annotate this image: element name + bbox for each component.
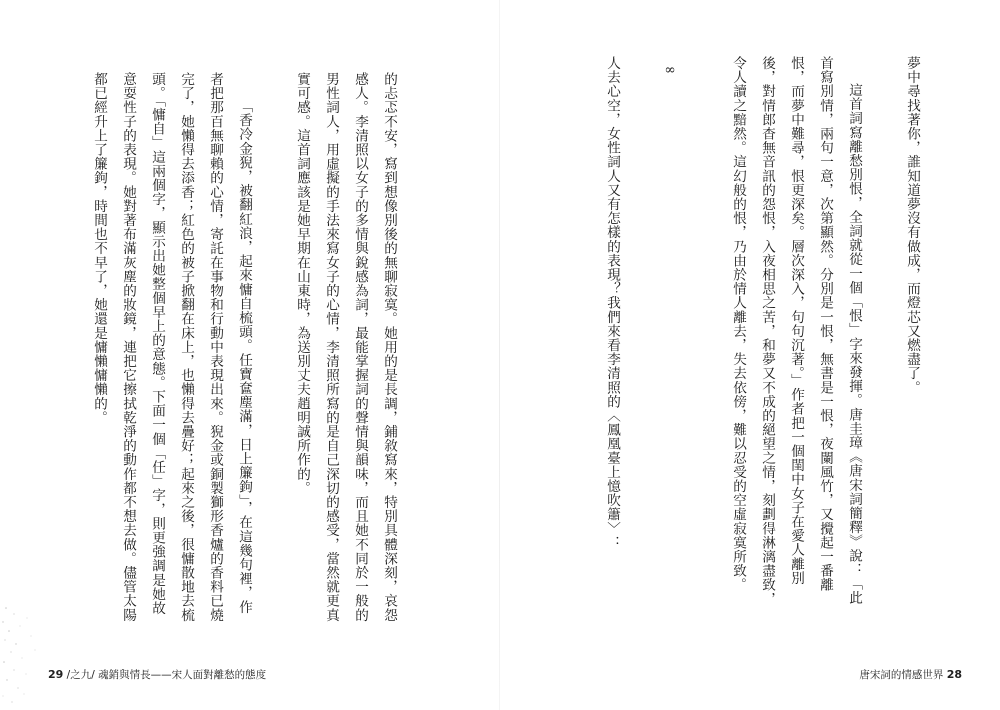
page-number: 28 bbox=[946, 668, 962, 681]
poem-intro: 人去心空，女性詞人又有怎樣的表現？我們來看李清照的〈鳳凰臺上憶吹簫〉： bbox=[604, 56, 620, 550]
body-paragraph: 的忐忑不安，寫到想像別後的無聊寂寞。她用的是長調，鋪敘寫來，特別具體深刻，哀怨感人。李清照以女子的多情與銳感為詞，最能掌握詞的聲情與韻味，而且她不同於一般的男性詞人，用虛擬的手法來寫女子的心情，李清照所寫的是自己深切的感受，當然就更真實可感。這首詞應該是她早期在山東時，為送別丈夫趙明誠所作的。 bbox=[294, 72, 397, 622]
right-page-body bbox=[560, 56, 955, 611]
running-head: 唐宋詞的情感世界 bbox=[859, 669, 944, 681]
right-page bbox=[500, 0, 1000, 710]
body-paragraph: 「香冷金猊，被翻紅浪，起來慵自梳頭。任寶奩塵滿，日上簾鉤」，在這幾句裡，作者把那百無聊賴的心情，寄託在事物和行動中表現出來。猊金或銅製獅形香爐的香料已燒完了，她懶得去添香；紅色的被子掀翻在床上，也懶得去疊好；起來之後，很慵散地去梳頭。「慵自」這兩個字，顯示出她整個早上的意態。下面一個「任」字，則更強調是她故意耍性子的表現。她對著布滿灰塵的妝鏡，連把它擦拭乾淨的動作都不想去做。儘管太陽都已經升上了簾鉤，時間也不早了，她還是慵懶慵懶的。 bbox=[91, 72, 252, 622]
right-page-footer bbox=[859, 667, 962, 682]
body-paragraph: 夢中尋找著你，誰知道夢沒有做成，而燈芯又燃盡了。 bbox=[904, 56, 920, 395]
left-page-footer bbox=[48, 667, 266, 682]
quoted-poem bbox=[560, 84, 564, 611]
page-number: 29 bbox=[48, 668, 64, 681]
body-paragraph: 這首詞寫離愁別恨，全詞就從一個「恨」字來發揮。唐圭璋《唐宋詞簡釋》說：「此首寫別情，兩句一意，次第顯然。分別是一恨，無書是一恨，夜闌風竹，又攪起一番離恨，而夢中難尋，恨更深矣。層次深入，句句沉著。」作者把一個閨中女子在愛人離別後，對情郎杳無音訊的怨恨，入夜相思之苦，和夢又不成的絕望之情，刻劃得淋漓盡致，令人讀之黯然。這幻般的恨，乃由於情人離去，失去依傍，難以忍受的空虛寂寞所致。 bbox=[730, 56, 862, 606]
section-ornament: ∞ bbox=[662, 62, 678, 79]
left-page-body bbox=[64, 72, 432, 627]
edge-speckle-decoration bbox=[0, 600, 60, 710]
running-head: /之九/ 魂銷與情長——宋人面對離愁的態度 bbox=[66, 669, 267, 681]
